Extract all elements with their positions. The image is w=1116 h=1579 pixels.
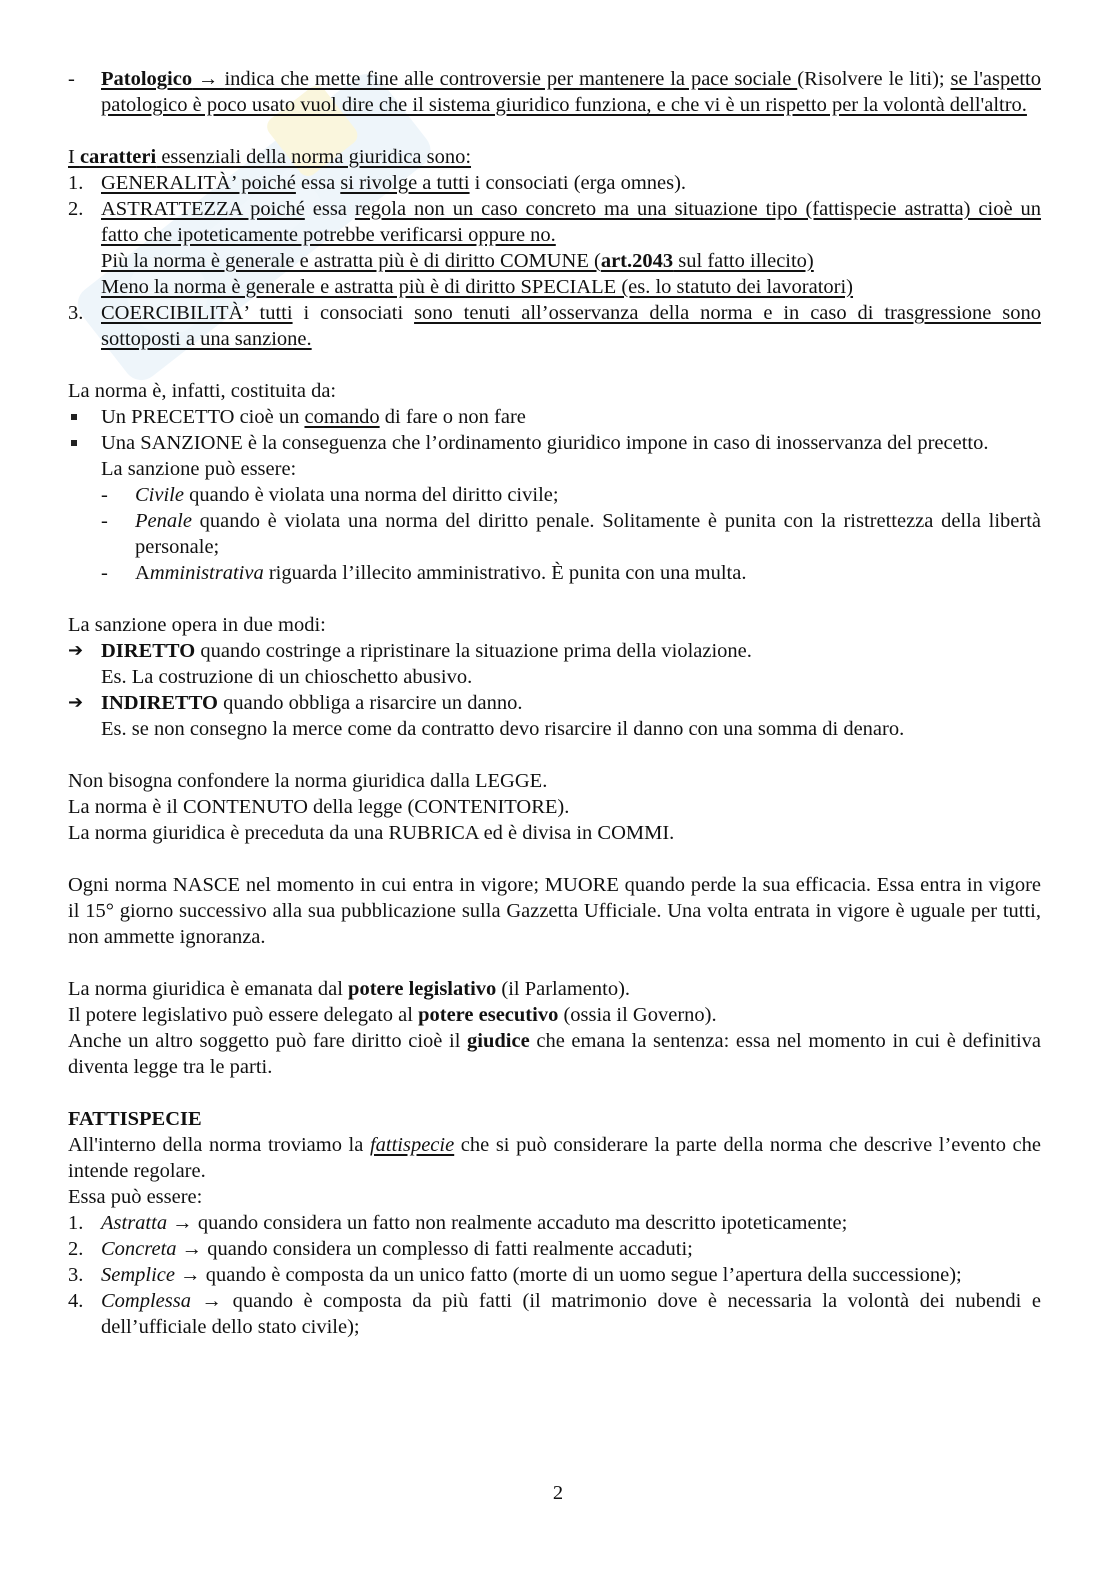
example-text: Es. se non consegno la merce come da contratto devo risarcire il danno con una somma di denaro. xyxy=(101,718,905,740)
arrow-right-icon: ➔ xyxy=(68,640,84,661)
paragraph: Ogni norma NASCE nel momento in cui entra in vigore; MUORE quando perde la sua efficacia. Essa entra in vigore il 15° giorno successivo alla sua pubblicazione sulla Gazzetta Ufficiale. Una volta entrata in vigore è uguale per tutti, non ammette ignoranza. xyxy=(68,874,1041,948)
sanzione-puo: La sanzione può essere: xyxy=(101,458,297,480)
paragraph: Essa può essere: xyxy=(68,1186,203,1208)
norma-intro: La norma è, infatti, costituita da: xyxy=(68,380,337,402)
list-item: - Civile quando è violata una norma del diritto civile; xyxy=(101,484,559,506)
list-item: - Penale quando è violata una norma del diritto penale. Solitamente è punita con la ristrettezza della libertà personale; xyxy=(101,510,1041,558)
paragraph: La norma giuridica è emanata dal potere legislativo (il Parlamento). xyxy=(68,978,631,1000)
list-item: 2. ASTRATTEZZA poiché essa regola non un caso concreto ma una situazione tipo (fattispecie astratta) cioè un fatto che ipoteticamente potrebbe verificarsi oppure no. xyxy=(68,198,1041,246)
page-number: 2 xyxy=(552,1482,564,1504)
paragraph: La norma è il CONTENUTO della legge (CONTENITORE). xyxy=(68,796,570,818)
patologico-item: - Patologico → indica che mette fine alle controversie per mantenere la pace sociale (Risolvere le liti); se l'aspetto patologico è poco usato vuol dire che il sistema giuridico funziona, e che vi è un rispetto per la volontà dell'altro. xyxy=(68,68,1041,116)
paragraph: La norma giuridica è preceduta da una RUBRICA ed è divisa in COMMI. xyxy=(68,822,675,844)
list-item: 3. COERCIBILITÀ’ tutti i consociati sono tenuti all’osservanza della norma e in caso di trasgressione sono sottoposti a una sanzione. xyxy=(68,302,1041,350)
patologico-title: Patologico xyxy=(101,68,193,90)
list-item: 2. Concreta → quando considera un complesso di fatti realmente accaduti; xyxy=(68,1238,693,1260)
diritto-speciale: Meno la norma è generale e astratta più è di diritto SPECIALE (es. lo statuto dei lavoratori) xyxy=(101,276,854,298)
list-item: Un PRECETTO cioè un comando di fare o non fare xyxy=(68,404,1041,430)
list-item: 3. Semplice → quando è composta da un unico fatto (morte di un uomo segue l’apertura della successione); xyxy=(68,1264,962,1286)
list-item: 1. GENERALITÀ’ poiché essa si rivolge a tutti i consociati (erga omnes). xyxy=(68,172,687,194)
list-item: ➔ DIRETTO quando costringe a ripristinare la situazione prima della violazione. xyxy=(68,640,752,662)
paragraph: Non bisogna confondere la norma giuridica dalla LEGGE. xyxy=(68,770,548,792)
paragraph: Anche un altro soggetto può fare diritto cioè il giudice che emana la sentenza: essa nel momento in cui è definitiva diventa legge tra le parti. xyxy=(68,1030,1042,1078)
list-item: - Amministrativa riguarda l’illecito amministrativo. È punita con una multa. xyxy=(101,562,747,584)
bullet-icon xyxy=(71,414,77,420)
caratteri-intro: I caratteri essenziali della norma giuridica sono: xyxy=(68,146,472,168)
diritto-comune: Più la norma è generale e astratta più è di diritto COMUNE (art.2043 sul fatto illecito) xyxy=(101,250,814,272)
example-text: Es. La costruzione di un chioschetto abusivo. xyxy=(101,666,473,688)
arrow-right-icon: ➔ xyxy=(68,692,84,713)
modi-intro: La sanzione opera in due modi: xyxy=(68,614,326,636)
list-item: ➔ INDIRETTO quando obbliga a risarcire un danno. xyxy=(68,692,523,714)
paragraph: Il potere legislativo può essere delegato al potere esecutivo (ossia il Governo). xyxy=(68,1004,717,1026)
dash-marker: - xyxy=(68,68,75,90)
patologico-def: indica che mette fine alle controversie per mantenere la pace sociale xyxy=(224,68,798,90)
list-item: 1. Astratta → quando considera un fatto non realmente accaduto ma descritto ipoteticamente; xyxy=(68,1212,848,1234)
paragraph: All'interno della norma troviamo la fattispecie che si può considerare la parte della norma che descrive l’evento che intende regolare. xyxy=(68,1134,1041,1182)
list-item: 4. Complessa → quando è composta da più fatti (il matrimonio dove è necessaria la volontà dei nubendi e dell’ufficiale dello stato civile); xyxy=(68,1290,1041,1338)
list-item: Una SANZIONE è la conseguenza che l’ordinamento giuridico impone in caso di inosservanza del precetto. xyxy=(68,430,1041,456)
document-page xyxy=(68,66,1041,1340)
bullet-icon xyxy=(71,440,77,446)
section-heading: FATTISPECIE xyxy=(68,1108,202,1130)
